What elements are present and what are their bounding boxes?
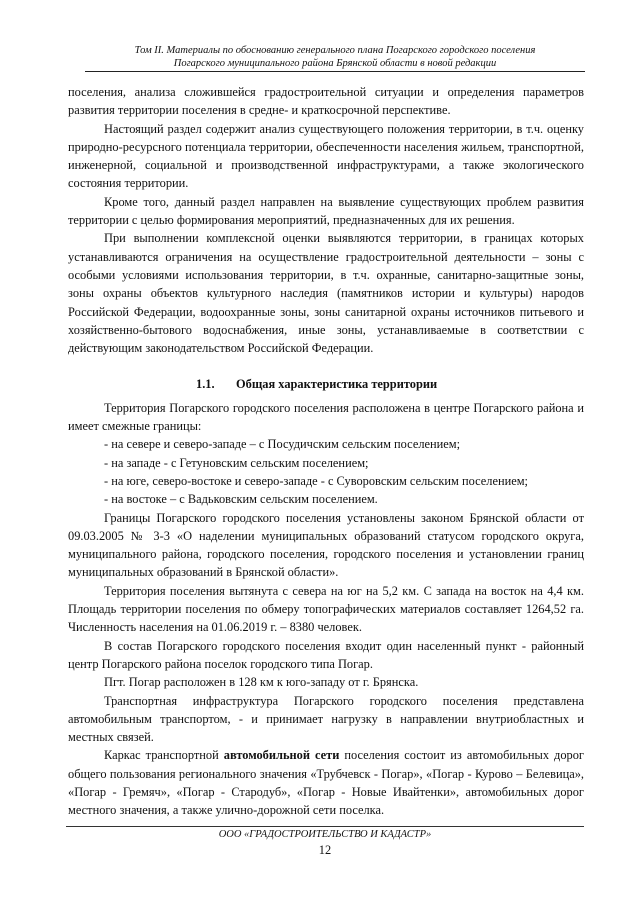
header-line-1: Том II. Материалы по обоснованию генерального плана Погарского городского поселения bbox=[134, 45, 536, 56]
paragraph-section-purpose: Кроме того, данный раздел направлен на выявление существующих проблем развития территории с целью формирования мероприятий, предназначенных для их решения. bbox=[68, 194, 584, 228]
paragraph-location: Пгт. Погар расположен в 128 км к юго-западу от г. Брянска. bbox=[104, 675, 419, 690]
border-list-item: - на востоке – с Вадьковским сельским поселением. bbox=[104, 492, 378, 507]
road-network-text-start: Каркас транспортной bbox=[104, 748, 224, 763]
road-network-text-end: поселения состоит из автомобильных дорог общего пользования регионального значения «Трубчевск - Погар», «Погар - Курово – Белевица», «Погар - Гремяч», «Погар - Стародуб», «Погар - Новые Ивайтенки», автомобильных дорог местного значения, а также улично-дорожной сети поселка. bbox=[68, 748, 584, 818]
paragraph-road-network bbox=[68, 746, 584, 819]
paragraph-settlements: В состав Погарского городского поселения входит один населенный пункт - районный центр Погарского района поселок городского типа Погар. bbox=[68, 638, 584, 671]
section-heading bbox=[68, 375, 584, 393]
paragraph-comprehensive-assessment: При выполнении комплексной оценки выявляются территории, в границах которых устанавливаются ограничения на осуществление градостроительной деятельности – зоны с особыми условиями использования территории, в т.ч. охранные, санитарно-защитные зоны, зоны охраны объектов культурного наследия (памятников истории и культуры) народов Российской Федерации, водоохранные зоны, зоны санитарной охраны источников питьевого и хозяйственно-бытового водоснабжения, иные зоны, устанавливаемые в соответствии с действующим законодательством Российской Федерации. bbox=[68, 231, 584, 356]
paragraph-continuation: поселения, анализа сложившейся градостроительной ситуации и определения параметров развития территории поселения в средне- и краткосрочной перспективе. bbox=[68, 85, 584, 118]
section-title: Общая характеристика территории bbox=[236, 377, 438, 392]
document-body bbox=[68, 83, 584, 820]
road-network-bold-term: автомобильной сети bbox=[223, 748, 340, 763]
paragraph-transport: Транспортная инфраструктура Погарского городского поселения представлена автомобильным транспортом, - и принимает нагрузку в направлении внутриобластных и местных связей. bbox=[68, 693, 584, 745]
section-number: 1.1. bbox=[196, 377, 215, 392]
footer-divider bbox=[66, 826, 584, 827]
border-list-item: - на западе - с Гетуновским сельским поселением; bbox=[104, 455, 369, 470]
header-divider bbox=[85, 71, 585, 72]
running-header bbox=[86, 45, 584, 70]
paragraph-section-content: Настоящий раздел содержит анализ существующего положения территории, в т.ч. оценку природно-ресурсного потенциала территории, обеспеченности населения жильем, транспортной, инженерной, социальной и производственной инфраструктурами, а также экологического состояния территории. bbox=[68, 121, 584, 191]
border-list-item: - на юге, северо-востоке и северо-западе - с Суворовским сельским поселением; bbox=[104, 473, 529, 488]
paragraph-boundaries-law: Границы Погарского городского поселения установлены законом Брянской области от 09.03.2005 № 3-3 «О наделении муниципальных образований статусом городского округа, муниципального района, городского поселения, городского поселения и установлении границ муниципальных образований в Брянской области». bbox=[68, 510, 584, 580]
page-number: 12 bbox=[318, 843, 332, 857]
footer-company: ООО «ГРАДОСТРОИТЕЛЬСТВО И КАДАСТР» bbox=[218, 829, 432, 840]
header-line-2: Погарского муниципального района Брянской области в новой редакции bbox=[173, 57, 497, 69]
paragraph-territory-intro: Территория Погарского городского поселения расположена в центре Погарского района и имеет смежные границы: bbox=[68, 400, 584, 434]
border-list-item: - на севере и северо-западе – с Посудичским сельским поселением; bbox=[104, 437, 461, 452]
paragraph-territory-size: Территория поселения вытянута с севера на юг на 5,2 км. С запада на восток на 4,4 км. Площадь территории поселения по обмеру топографических материалов составляет 1264,52 га. Численность населения на 01.06.2019 г. – 8380 человек. bbox=[68, 583, 584, 635]
